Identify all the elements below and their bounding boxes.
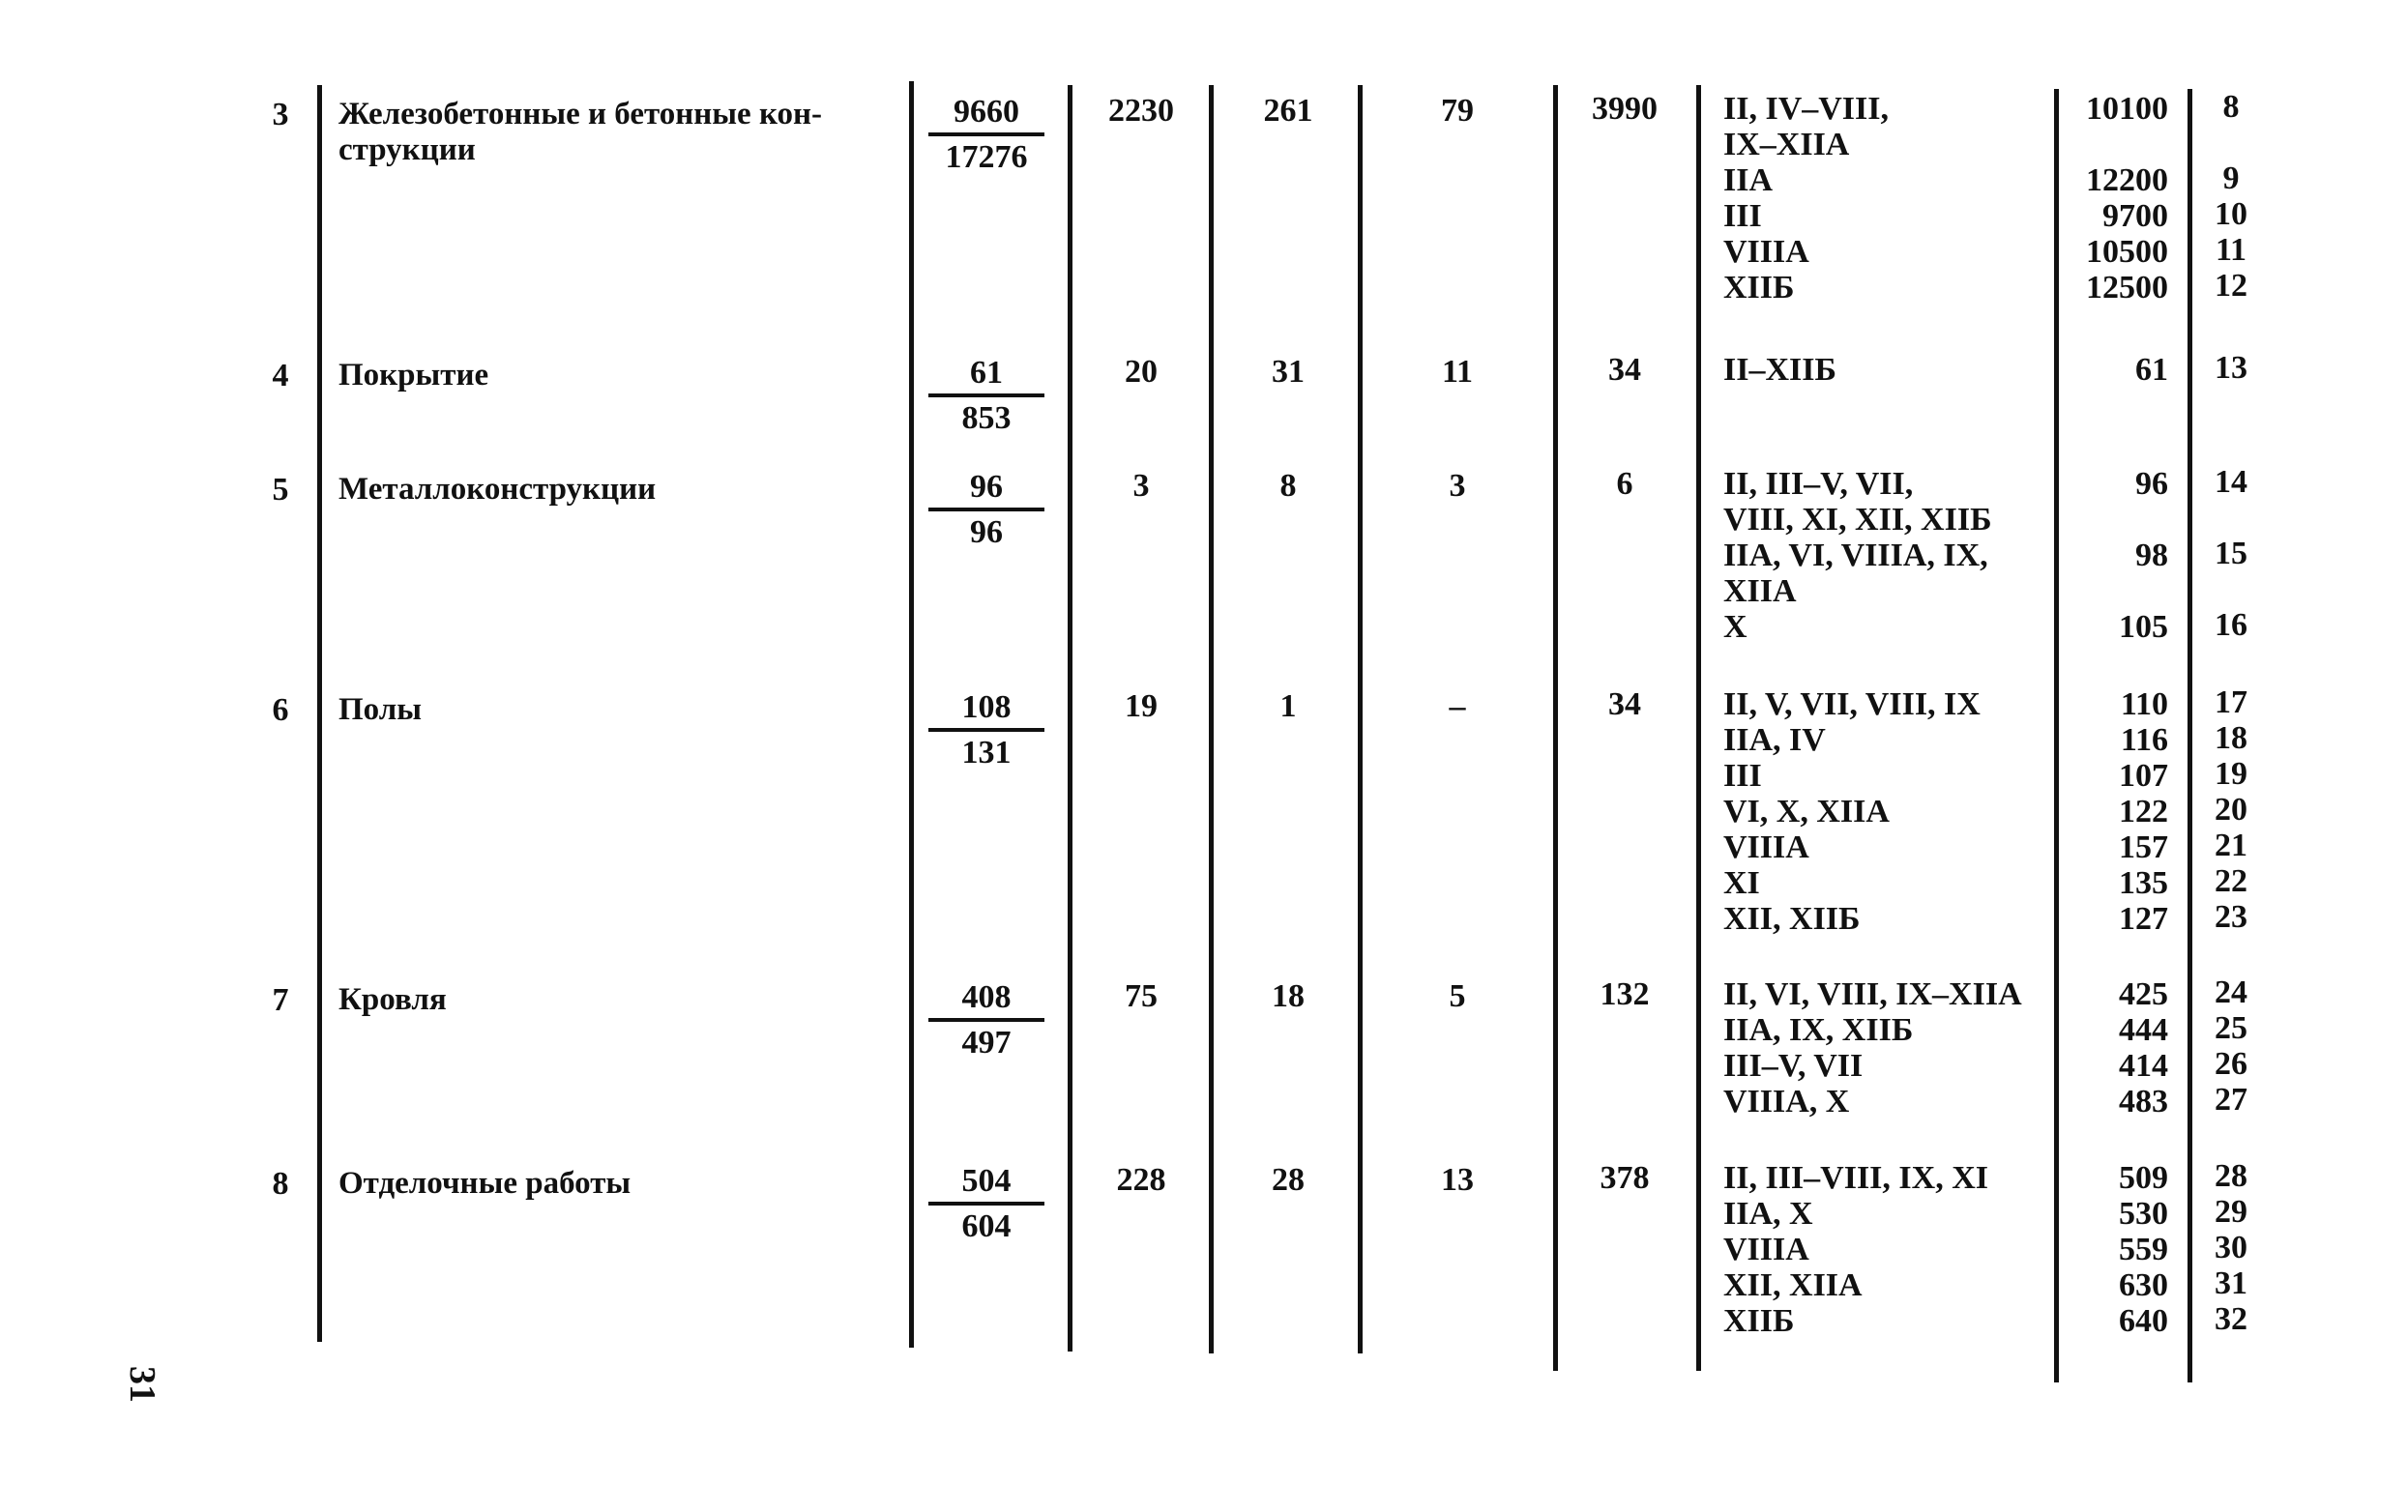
fraction-bar <box>928 1018 1044 1022</box>
position-number: 12 <box>2215 268 2247 304</box>
fraction <box>928 93 1044 177</box>
value-cell: 28 <box>1272 1162 1305 1198</box>
value-cell: – <box>1449 688 1466 724</box>
value-cell: 34 <box>1608 686 1641 722</box>
variant-value: 425 <box>2119 976 2168 1012</box>
position-number: 32 <box>2215 1301 2247 1337</box>
row-number: 6 <box>272 692 289 728</box>
item-name: Покрытие <box>338 358 489 393</box>
value-cell: 5 <box>1449 978 1466 1014</box>
variant-value: 630 <box>2119 1267 2168 1303</box>
variant-value: 9700 <box>2102 198 2168 234</box>
value-cell: 3 <box>1132 468 1150 504</box>
zone-label: IIA <box>1723 162 1774 198</box>
position-number: 9 <box>2222 160 2240 196</box>
zone-label: III–V, VII <box>1723 1048 1864 1084</box>
variant-value: 12500 <box>2086 270 2168 305</box>
fraction-numerator: 61 <box>970 355 1003 391</box>
fraction <box>928 468 1044 552</box>
zone-label: II, IV–VIII, <box>1723 91 1889 127</box>
item-name: Железобетонные и бетонные кон- <box>338 97 823 131</box>
position-number: 29 <box>2215 1194 2247 1230</box>
value-cell: 18 <box>1272 978 1305 1014</box>
zone-label: VIIIA, X <box>1723 1084 1850 1119</box>
value-cell: 19 <box>1125 688 1158 724</box>
position-number: 10 <box>2215 196 2247 232</box>
item-name: Полы <box>338 692 423 727</box>
zone-label: VIIIA <box>1723 234 1809 270</box>
zone-label: II, III–VIII, IX, XI <box>1723 1160 1988 1196</box>
column-rule <box>1209 85 1214 1353</box>
zone-label: VIIIA <box>1723 829 1809 865</box>
position-number: 26 <box>2215 1046 2247 1082</box>
fraction-bar <box>928 393 1044 397</box>
column-rule <box>1696 85 1701 1371</box>
position-number: 13 <box>2215 350 2247 386</box>
position-number: 16 <box>2215 607 2247 643</box>
variant-value: 10500 <box>2086 234 2168 270</box>
fraction-denominator: 853 <box>961 400 1012 436</box>
value-cell: 13 <box>1441 1162 1474 1198</box>
value-cell: 75 <box>1125 978 1158 1014</box>
position-number: 22 <box>2215 863 2247 899</box>
variant-value: 127 <box>2119 901 2168 937</box>
value-cell: 6 <box>1616 466 1633 502</box>
item-name: Металлоконструкции <box>338 472 657 507</box>
fraction-denominator: 604 <box>961 1208 1012 1244</box>
zone-label: IIA, X <box>1723 1196 1813 1232</box>
fraction-denominator: 17276 <box>945 139 1028 175</box>
zone-label: IX–XIIA <box>1723 127 1850 162</box>
position-number: 30 <box>2215 1230 2247 1265</box>
value-cell: 2230 <box>1108 93 1174 129</box>
zone-label: XIIБ <box>1723 1303 1795 1339</box>
position-number: 31 <box>2215 1265 2247 1301</box>
zone-label: X <box>1723 609 1747 645</box>
value-cell: 79 <box>1441 93 1474 129</box>
zone-label: XII, XIIБ <box>1723 901 1861 937</box>
zone-label: III <box>1723 758 1762 794</box>
zone-label: II, V, VII, VIII, IX <box>1723 686 1981 722</box>
position-number: 23 <box>2215 899 2247 935</box>
position-number: 11 <box>2215 232 2247 268</box>
zone-label: VIIIA <box>1723 1232 1809 1267</box>
fraction-numerator: 108 <box>961 689 1012 725</box>
fraction-numerator: 9660 <box>954 94 1019 130</box>
value-cell: 20 <box>1125 354 1158 390</box>
zone-label: IIA, IX, XIIБ <box>1723 1012 1914 1048</box>
variant-value: 559 <box>2119 1232 2168 1267</box>
fraction-numerator: 96 <box>970 469 1003 505</box>
zone-label: XII, XIIA <box>1723 1267 1863 1303</box>
page-number: 31 <box>122 1366 162 1403</box>
position-number: 15 <box>2215 536 2247 571</box>
row-number: 3 <box>272 97 289 132</box>
value-cell: 132 <box>1600 976 1650 1012</box>
fraction <box>928 978 1044 1062</box>
position-number: 21 <box>2215 828 2247 863</box>
zone-label: IIA, IV <box>1723 722 1826 758</box>
position-number: 18 <box>2215 720 2247 756</box>
variant-value: 640 <box>2119 1303 2168 1339</box>
variant-value: 110 <box>2120 686 2168 722</box>
position-number: 14 <box>2215 464 2247 500</box>
column-rule <box>2054 89 2059 1382</box>
row-number: 5 <box>272 472 289 508</box>
item-name: Отделочные работы <box>338 1166 631 1201</box>
value-cell: 228 <box>1116 1162 1166 1198</box>
variant-value: 12200 <box>2086 162 2168 198</box>
variant-value: 105 <box>2119 609 2168 645</box>
column-rule <box>1358 85 1363 1353</box>
position-number: 24 <box>2215 974 2247 1010</box>
fraction <box>928 688 1044 772</box>
zone-label: XIIA <box>1723 573 1797 609</box>
zone-label: II, III–V, VII, <box>1723 466 1914 502</box>
item-name: Кровля <box>338 982 447 1017</box>
position-number: 19 <box>2215 756 2247 792</box>
zone-label: XIIБ <box>1723 270 1795 305</box>
position-number: 27 <box>2215 1082 2247 1118</box>
fraction-bar <box>928 132 1044 136</box>
variant-value: 157 <box>2119 829 2168 865</box>
position-number: 17 <box>2215 684 2247 720</box>
position-number: 20 <box>2215 792 2247 828</box>
variant-value: 483 <box>2119 1084 2168 1119</box>
row-number: 8 <box>272 1166 289 1202</box>
zone-label: XI <box>1723 865 1760 901</box>
column-rule <box>317 85 322 1342</box>
item-name: струкции <box>338 132 476 167</box>
row-number: 7 <box>272 982 289 1018</box>
variant-value: 98 <box>2135 538 2168 573</box>
variant-value: 509 <box>2119 1160 2168 1196</box>
variant-value: 530 <box>2119 1196 2168 1232</box>
value-cell: 31 <box>1272 354 1305 390</box>
fraction-denominator: 131 <box>961 735 1012 771</box>
position-number: 25 <box>2215 1010 2247 1046</box>
value-cell: 3990 <box>1592 91 1658 127</box>
zone-label: III <box>1723 198 1762 234</box>
value-cell: 34 <box>1608 352 1641 388</box>
fraction-denominator: 96 <box>970 514 1003 550</box>
variant-value: 135 <box>2119 865 2168 901</box>
fraction-numerator: 504 <box>961 1163 1012 1199</box>
variant-value: 444 <box>2119 1012 2168 1048</box>
zone-label: II–XIIБ <box>1723 352 1836 388</box>
fraction-denominator: 497 <box>961 1025 1012 1061</box>
fraction-bar <box>928 1202 1044 1206</box>
zone-label: VI, X, XIIA <box>1723 794 1890 829</box>
fraction-bar <box>928 508 1044 511</box>
fraction <box>928 354 1044 438</box>
value-cell: 3 <box>1449 468 1466 504</box>
fraction <box>928 1162 1044 1246</box>
position-number: 8 <box>2222 89 2240 125</box>
row-number: 4 <box>272 358 289 393</box>
variant-value: 116 <box>2120 722 2168 758</box>
value-cell: 1 <box>1279 688 1297 724</box>
column-rule <box>909 81 914 1348</box>
variant-value: 122 <box>2119 794 2168 829</box>
fraction-bar <box>928 728 1044 732</box>
value-cell: 378 <box>1600 1160 1650 1196</box>
variant-value: 96 <box>2135 466 2168 502</box>
position-number: 28 <box>2215 1158 2247 1194</box>
value-cell: 8 <box>1279 468 1297 504</box>
fraction-numerator: 408 <box>961 979 1012 1015</box>
zone-label: IIA, VI, VIIIA, IX, <box>1723 538 1988 573</box>
zone-label: II, VI, VIII, IX–XIIA <box>1723 976 2022 1012</box>
column-rule <box>1068 85 1072 1352</box>
variant-value: 10100 <box>2086 91 2168 127</box>
value-cell: 11 <box>1441 354 1474 390</box>
variant-value: 414 <box>2119 1048 2168 1084</box>
zone-label: VIII, XI, XII, XIIБ <box>1723 502 1992 538</box>
variant-value: 61 <box>2135 352 2168 388</box>
variant-value: 107 <box>2119 758 2168 794</box>
column-rule <box>2188 89 2192 1382</box>
value-cell: 261 <box>1263 93 1313 129</box>
